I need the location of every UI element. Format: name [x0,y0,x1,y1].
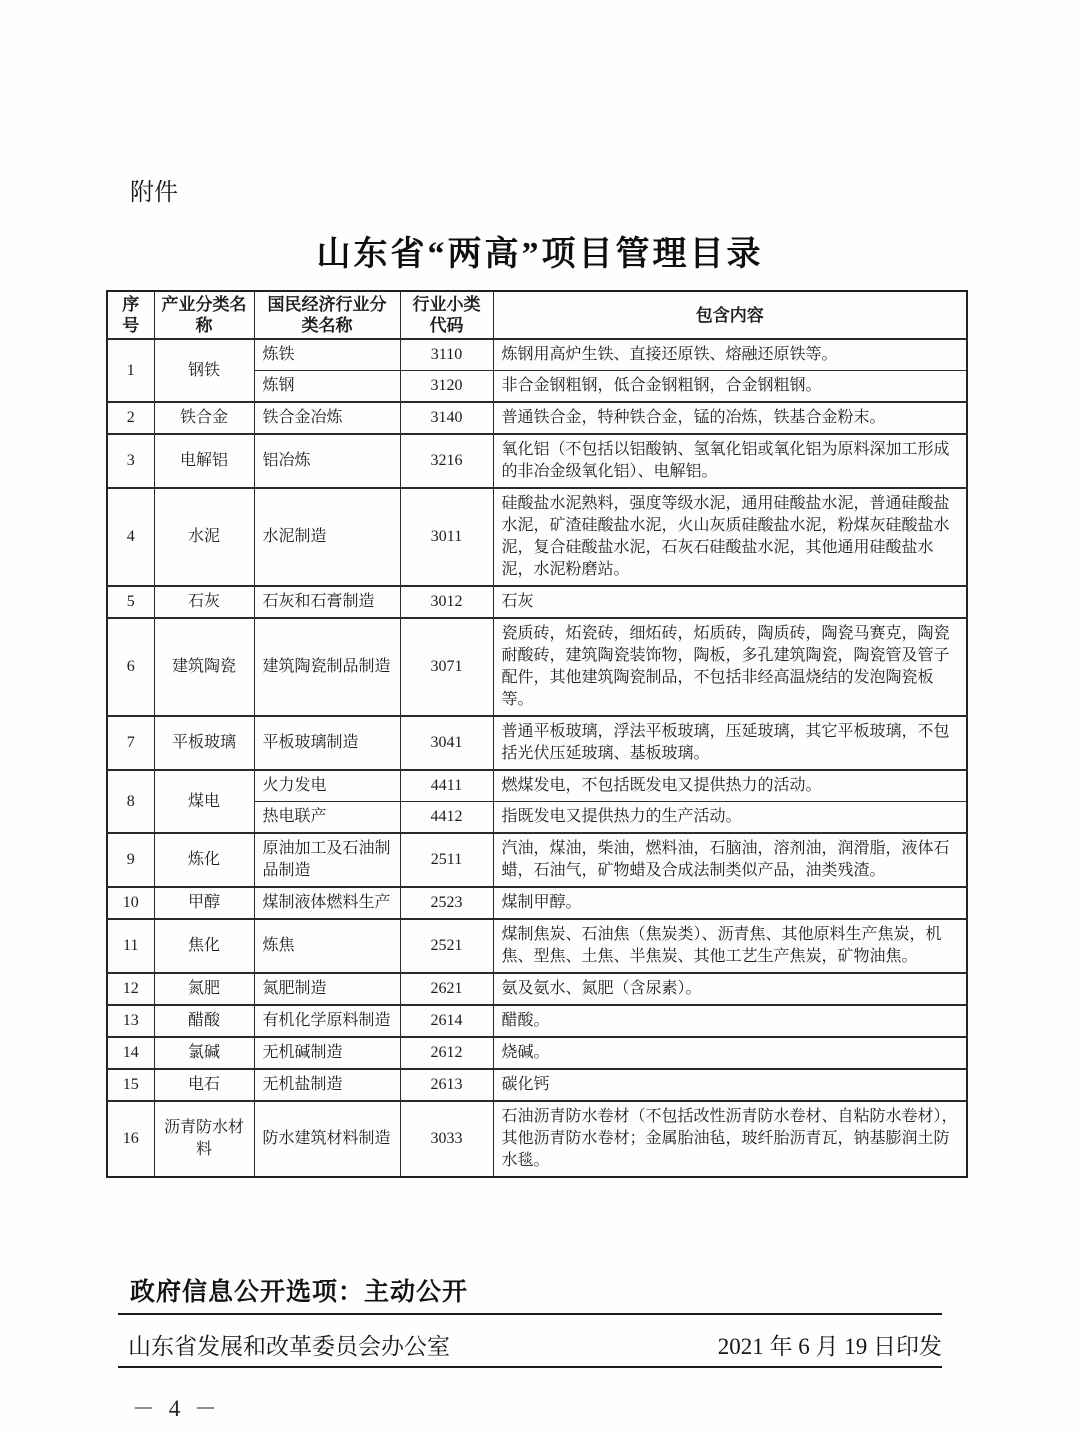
industry-name-cell: 氮肥 [154,973,254,1005]
sector-name-cell: 炼钢 [254,371,400,403]
issuer-row [128,1328,942,1361]
industry-code-cell: 2511 [400,833,493,887]
included-content-cell: 烧碱。 [493,1037,967,1069]
industry-code-cell: 2523 [400,887,493,919]
sector-name-cell: 无机盐制造 [254,1069,400,1101]
row-number-cell: 9 [107,833,154,887]
industry-name-cell: 醋酸 [154,1005,254,1037]
column-header-industry: 产业分类名称 [154,291,254,339]
row-number-cell: 10 [107,887,154,919]
table-row [107,716,967,770]
column-header-code: 行业小类代码 [400,291,493,339]
industry-code-cell: 3071 [400,618,493,716]
row-number-cell: 7 [107,716,154,770]
row-number-cell: 3 [107,434,154,488]
row-number-cell: 16 [107,1101,154,1177]
row-number-cell: 14 [107,1037,154,1069]
sector-name-cell: 炼铁 [254,339,400,371]
table-header-row [107,291,967,339]
row-number-cell: 8 [107,770,154,833]
included-content-cell: 汽油，煤油，柴油，燃料油，石脑油，溶剂油，润滑脂，液体石蜡，石油气，矿物蜡及合成法制类似产品，油类残渣。 [493,833,967,887]
row-number-cell: 2 [107,402,154,434]
included-content-cell: 非合金钢粗钢，低合金钢粗钢，合金钢粗钢。 [493,371,967,403]
industry-name-cell: 沥青防水材料 [154,1101,254,1177]
catalog-table [106,290,968,1178]
sector-name-cell: 防水建筑材料制造 [254,1101,400,1177]
disclosure-statement: 政府信息公开选项：主动公开 [130,1278,469,1306]
included-content-cell: 石灰 [493,586,967,618]
included-content-cell: 炼钢用高炉生铁、直接还原铁、熔融还原铁等。 [493,339,967,371]
industry-name-cell: 电石 [154,1069,254,1101]
industry-code-cell: 3041 [400,716,493,770]
sector-name-cell: 煤制液体燃料生产 [254,887,400,919]
industry-code-cell: 3120 [400,371,493,403]
sector-name-cell: 石灰和石膏制造 [254,586,400,618]
table-row [107,1037,967,1069]
industry-code-cell: 2612 [400,1037,493,1069]
column-header-content: 包含内容 [493,291,967,339]
industry-code-cell: 3140 [400,402,493,434]
sector-name-cell: 铝冶炼 [254,434,400,488]
industry-code-cell: 3216 [400,434,493,488]
table-row [107,1069,967,1101]
industry-code-cell: 3110 [400,339,493,371]
row-number-cell: 11 [107,919,154,973]
table-body [107,339,967,1177]
row-number-cell: 12 [107,973,154,1005]
sector-name-cell: 铁合金冶炼 [254,402,400,434]
sector-name-cell: 炼焦 [254,919,400,973]
industry-code-cell: 4411 [400,770,493,802]
row-number-cell: 6 [107,618,154,716]
table-row [107,1101,967,1177]
row-number-cell: 15 [107,1069,154,1101]
attachment-label: 附件 [130,179,178,206]
table-row [107,1005,967,1037]
industry-code-cell: 2613 [400,1069,493,1101]
industry-name-cell: 炼化 [154,833,254,887]
industry-name-cell: 焦化 [154,919,254,973]
included-content-cell: 煤制焦炭、石油焦（焦炭类）、沥青焦、其他原料生产焦炭，机焦、型焦、土焦、半焦炭、其他工艺生产焦炭，矿物油焦。 [493,919,967,973]
included-content-cell: 碳化钙 [493,1069,967,1101]
industry-code-cell: 2614 [400,1005,493,1037]
included-content-cell: 普通铁合金，特种铁合金，锰的冶炼，铁基合金粉末。 [493,402,967,434]
table-row [107,586,967,618]
included-content-cell: 燃煤发电，不包括既发电又提供热力的活动。 [493,770,967,802]
table-row [107,618,967,716]
footer-divider-top [118,1313,942,1315]
issuer-name: 山东省发展和改革委员会办公室 [128,1334,450,1359]
industry-code-cell: 2521 [400,919,493,973]
included-content-cell: 醋酸。 [493,1005,967,1037]
footer-divider-bottom [118,1366,942,1368]
table-row [107,488,967,586]
table-row [107,770,967,802]
table-row [107,434,967,488]
column-header-sector: 国民经济行业分类名称 [254,291,400,339]
included-content-cell: 普通平板玻璃，浮法平板玻璃，压延玻璃，其它平板玻璃，不包括光伏压延玻璃、基板玻璃。 [493,716,967,770]
industry-name-cell: 甲醇 [154,887,254,919]
sector-name-cell: 无机碱制造 [254,1037,400,1069]
table-row [107,339,967,371]
table-row [107,833,967,887]
table-row [107,973,967,1005]
industry-name-cell: 煤电 [154,770,254,833]
sector-name-cell: 火力发电 [254,770,400,802]
industry-code-cell: 3011 [400,488,493,586]
column-header-no: 序号 [107,291,154,339]
sector-name-cell: 原油加工及石油制品制造 [254,833,400,887]
industry-code-cell: 3012 [400,586,493,618]
issue-date: 2021 年 6 月 19 日印发 [717,1334,942,1359]
industry-name-cell: 氯碱 [154,1037,254,1069]
included-content-cell: 煤制甲醇。 [493,887,967,919]
row-number-cell: 4 [107,488,154,586]
sector-name-cell: 建筑陶瓷制品制造 [254,618,400,716]
industry-name-cell: 铁合金 [154,402,254,434]
included-content-cell: 氨及氨水、氮肥（含尿素）。 [493,973,967,1005]
industry-name-cell: 钢铁 [154,339,254,402]
table-row [107,402,967,434]
included-content-cell: 氧化铝（不包括以铝酸钠、氢氧化铝或氧化铝为原料深加工形成的非冶金级氧化铝）、电解铝。 [493,434,967,488]
row-number-cell: 13 [107,1005,154,1037]
industry-code-cell: 2621 [400,973,493,1005]
included-content-cell: 石油沥青防水卷材（不包括改性沥青防水卷材、自粘防水卷材），其他沥青防水卷材；金属胎油毡，玻纤胎沥青瓦，钠基膨润土防水毯。 [493,1101,967,1177]
industry-name-cell: 平板玻璃 [154,716,254,770]
industry-code-cell: 3033 [400,1101,493,1177]
sector-name-cell: 有机化学原料制造 [254,1005,400,1037]
sector-name-cell: 平板玻璃制造 [254,716,400,770]
table-row [107,887,967,919]
included-content-cell: 瓷质砖，炻瓷砖，细炻砖，炻质砖，陶质砖，陶瓷马赛克，陶瓷耐酸砖，建筑陶瓷装饰物，陶板，多孔建筑陶瓷，陶瓷管及管子配件，其他建筑陶瓷制品，不包括非经高温烧结的发泡陶瓷板等。 [493,618,967,716]
industry-name-cell: 石灰 [154,586,254,618]
sector-name-cell: 水泥制造 [254,488,400,586]
row-number-cell: 5 [107,586,154,618]
industry-name-cell: 建筑陶瓷 [154,618,254,716]
page-title: 山东省“两高”项目管理目录 [316,236,764,273]
sector-name-cell: 氮肥制造 [254,973,400,1005]
included-content-cell: 指既发电又提供热力的生产活动。 [493,802,967,834]
industry-name-cell: 水泥 [154,488,254,586]
included-content-cell: 硅酸盐水泥熟料，强度等级水泥，通用硅酸盐水泥，普通硅酸盐水泥，矿渣硅酸盐水泥，火山灰质硅酸盐水泥，粉煤灰硅酸盐水泥，复合硅酸盐水泥，石灰石硅酸盐水泥，其他通用硅酸盐水泥，水泥粉磨站。 [493,488,967,586]
page-number: － 4 － [132,1396,221,1421]
row-number-cell: 1 [107,339,154,402]
table-row [107,919,967,973]
industry-code-cell: 4412 [400,802,493,834]
industry-name-cell: 电解铝 [154,434,254,488]
sector-name-cell: 热电联产 [254,802,400,834]
